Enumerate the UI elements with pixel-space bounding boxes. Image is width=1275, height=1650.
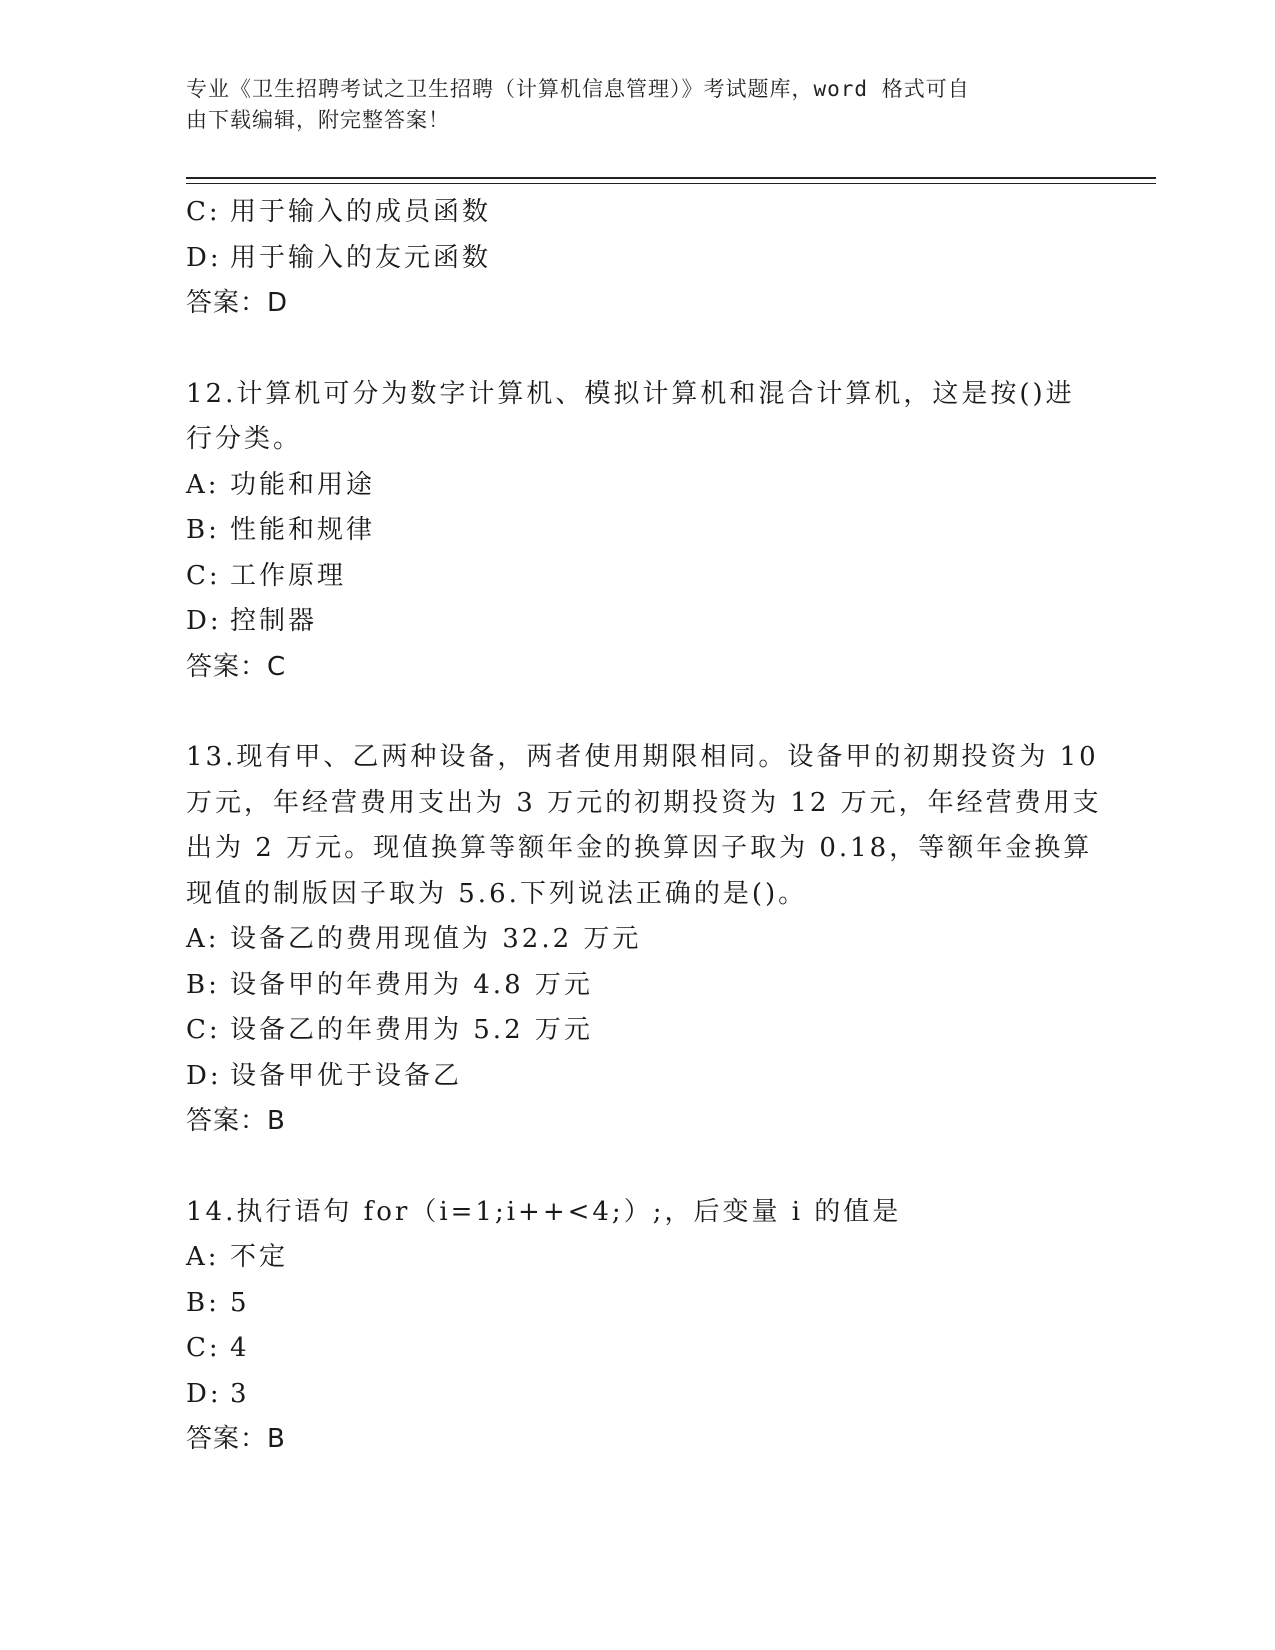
question-list <box>186 190 1102 1463</box>
option-text: 用于输入的成员函数 <box>230 197 492 227</box>
option-a <box>186 463 1086 509</box>
option-b <box>186 508 1086 554</box>
option-text: 5 <box>230 1287 250 1318</box>
option-text: 设备甲优于设备乙 <box>230 1060 463 1091</box>
header-divider-thick <box>186 177 1156 179</box>
question-stem: 14.执行语句 for（i=1;i++<4;）;，后变量 i 的值是 <box>186 1196 902 1227</box>
answer-line: 答案：B <box>186 1424 286 1454</box>
question-stem-cont: 出为 2 万元。现值换算等额年金的换算因子取为 0.18，等额年金换算 <box>186 833 1093 863</box>
option-text: 4 <box>230 1333 250 1363</box>
option-key: A: <box>186 469 220 500</box>
option-a <box>186 917 1086 963</box>
option-c <box>186 190 1086 236</box>
option-key: D: <box>186 1378 222 1409</box>
document-header <box>186 74 1066 136</box>
option-key: D: <box>186 1060 222 1091</box>
option-d <box>186 599 1086 645</box>
header-line-1: 专业《卫生招聘考试之卫生招聘（计算机信息管理）》考试题库，word 格式可自 <box>186 77 970 101</box>
header-divider-thin <box>186 183 1156 184</box>
question-stem-cont: 行分类。 <box>186 424 303 454</box>
question-14 <box>186 1190 1086 1463</box>
question-stem-cont: 现值的制版因子取为 5.6.下列说法正确的是()。 <box>186 878 808 909</box>
option-b <box>186 963 1086 1009</box>
option-text: 设备甲的年费用为 4.8 万元 <box>230 969 593 1000</box>
option-text: 不定 <box>230 1242 289 1272</box>
option-a <box>186 1235 1086 1281</box>
option-d <box>186 1054 1086 1100</box>
option-key: A: <box>186 1242 220 1272</box>
option-b <box>186 1281 1086 1327</box>
question-stem: 13.现有甲、乙两种设备，两者使用期限相同。设备甲的初期投资为 10 <box>186 742 1099 772</box>
option-key: D: <box>186 242 222 273</box>
answer-line: 答案：D <box>186 288 289 318</box>
option-key: B: <box>186 515 220 545</box>
option-text: 控制器 <box>230 606 318 636</box>
option-d <box>186 236 1086 282</box>
option-key: C: <box>186 560 221 591</box>
option-key: C: <box>186 197 221 227</box>
question-11 <box>186 190 1086 327</box>
option-text: 性能和规律 <box>230 515 376 545</box>
option-text: 用于输入的友元函数 <box>230 242 492 273</box>
question-spacer <box>186 327 1086 372</box>
question-13 <box>186 735 1102 1145</box>
option-key: C: <box>186 1333 221 1363</box>
header-line-2: 由下载编辑，附完整答案！ <box>186 108 450 132</box>
answer-line: 答案：C <box>186 651 287 682</box>
option-key: B: <box>186 1287 220 1318</box>
question-spacer <box>186 1145 1086 1190</box>
option-key: C: <box>186 1015 221 1045</box>
option-d <box>186 1372 1086 1418</box>
answer-line: 答案：B <box>186 1106 286 1136</box>
question-spacer <box>186 690 1086 735</box>
option-c <box>186 1008 1086 1054</box>
option-key: A: <box>186 924 220 954</box>
option-key: D: <box>186 606 222 636</box>
option-text: 设备乙的费用现值为 32.2 万元 <box>230 924 642 954</box>
option-text: 3 <box>230 1378 250 1409</box>
option-text: 设备乙的年费用为 5.2 万元 <box>230 1015 593 1045</box>
option-text: 工作原理 <box>230 560 347 591</box>
option-c <box>186 554 1086 600</box>
option-c <box>186 1326 1086 1372</box>
option-text: 功能和用途 <box>230 469 376 500</box>
question-12 <box>186 372 1086 691</box>
question-stem: 12.计算机可分为数字计算机、模拟计算机和混合计算机，这是按()进 <box>186 378 1075 409</box>
option-key: B: <box>186 969 220 1000</box>
question-stem-cont: 万元，年经营费用支出为 3 万元的初期投资为 12 万元，年经营费用支 <box>186 787 1102 818</box>
